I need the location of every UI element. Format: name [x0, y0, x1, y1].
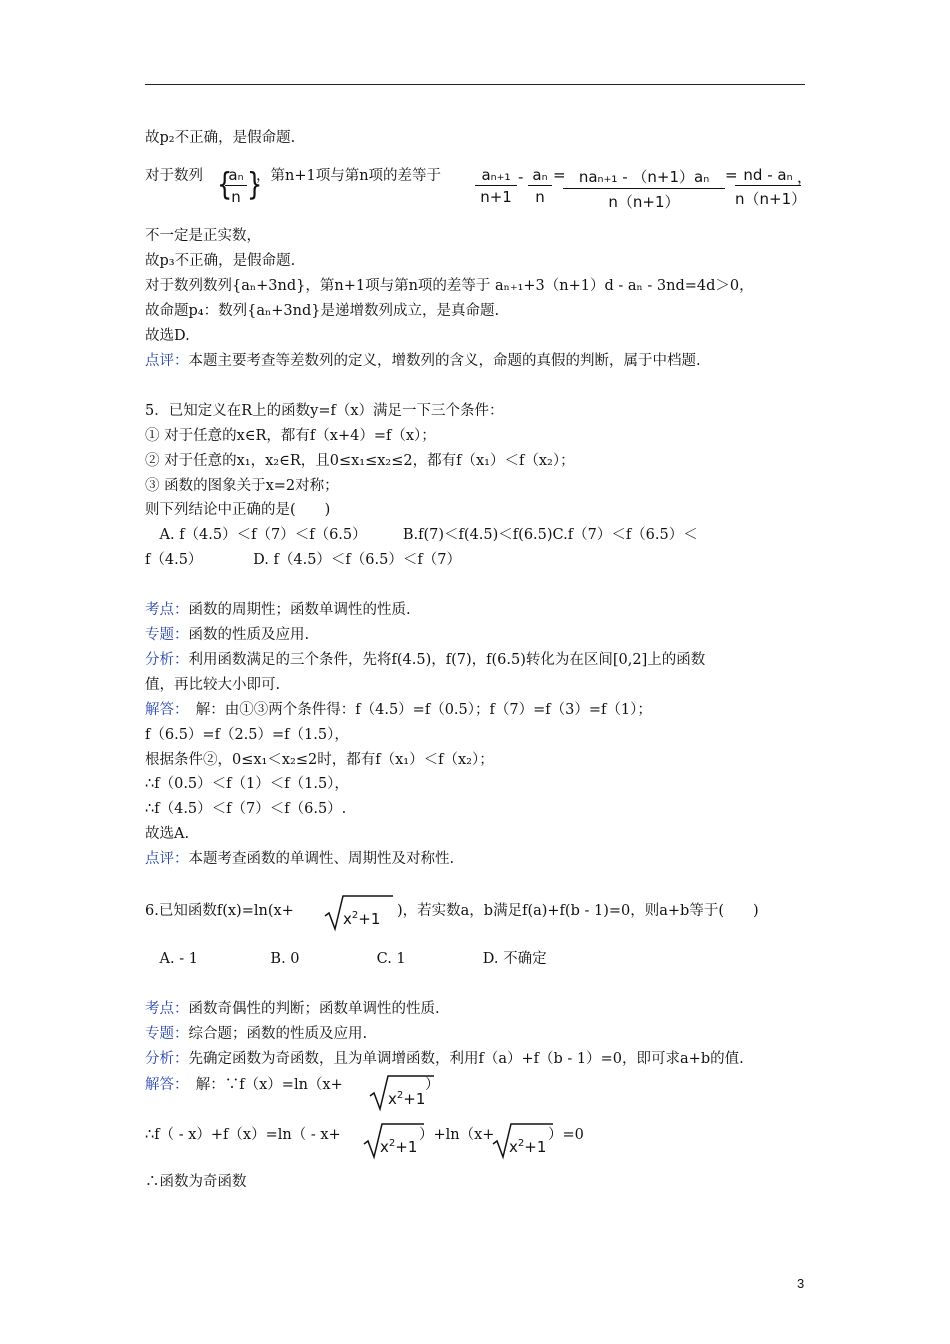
q6-fenxi	[145, 1049, 744, 1069]
fraction-denominator: n（n+1）	[735, 190, 807, 208]
q5-condition-3: ③ 函数的图象关于x=2对称；	[145, 478, 339, 494]
jieda-label: 解答：	[145, 1077, 182, 1093]
not-positive-line: 不一定是正实数，	[145, 228, 261, 244]
fenxi-label: 分析：	[145, 652, 189, 668]
q5-jieda-3: 根据条件②，0≤x₁＜x₂≤2时，都有f（x₁）＜f（x₂）；	[145, 752, 494, 768]
q6-jieda-close: ）	[425, 1077, 440, 1093]
radicand: $x^2+1$	[509, 1138, 547, 1156]
p3-conclusion: 故p₃不正确，是假命题.	[145, 253, 296, 269]
difference-fraction-2	[528, 166, 552, 206]
q6-jieda-2c: ）=0	[548, 1127, 584, 1143]
fraction-bar	[225, 185, 247, 186]
q6-kaodian	[145, 999, 440, 1019]
q6-jieda-2b: ）+ln（x+	[419, 1127, 495, 1143]
p3-intro: 对于数列	[145, 168, 203, 184]
q6-options: A. - 1 B. 0 C. 1 D. 不确定	[145, 951, 547, 967]
q5-comment	[145, 849, 454, 869]
fraction-denominator: n+1	[480, 188, 512, 206]
q6-stem-b: )，若实数a，b满足f(a)+f(b - 1)=0，则a+b等于( )	[397, 903, 759, 919]
p2-conclusion: 故p₂不正确，是假命题.	[145, 130, 296, 146]
fraction-bar	[475, 185, 517, 186]
zhuanti-label: 专题：	[145, 1026, 189, 1042]
difference-fraction-4	[735, 166, 807, 209]
header-rule	[145, 84, 805, 85]
kaodian-text: 函数奇偶性的判断；函数单调性的性质.	[188, 1001, 440, 1017]
q6-jieda-3: ∴函数为奇函数	[145, 1174, 247, 1190]
zhuanti-label: 专题：	[145, 627, 189, 643]
q5-fenxi-cont: 值，再比较大小即可.	[145, 677, 281, 693]
comment-text: 本题考查函数的单调性、周期性及对称性.	[188, 851, 455, 867]
fraction-bar	[735, 185, 801, 186]
fenxi-label: 分析：	[145, 1051, 189, 1067]
difference-fraction-3	[563, 166, 725, 212]
q5-question: 则下列结论中正确的是( )	[145, 502, 331, 518]
q4-answer: 故选D.	[145, 328, 190, 344]
q6-stem-a: 6.已知函数f(x)=ln(x+	[145, 903, 294, 919]
p3-intro-diff: ，第n+1项与第n项的差等于	[256, 168, 442, 184]
sqrt-expression	[323, 894, 393, 932]
kaodian-label: 考点：	[145, 602, 189, 618]
comment-label: 点评：	[145, 353, 189, 369]
fraction-numerator: aₙ₊₁	[481, 166, 511, 184]
sqrt-expression	[491, 1122, 553, 1160]
fraction-numerator: aₙ	[532, 166, 548, 184]
jieda-text: 解：由①③两个条件得：f（4.5）=f（0.5）；f（7）=f（3）=f（1）；	[181, 702, 652, 718]
left-brace: {	[217, 165, 233, 203]
jieda-text: 解：∵f（x）=ln（x+	[181, 1077, 343, 1093]
fraction-numerator: aₙ	[228, 166, 244, 184]
fraction-bar	[528, 185, 552, 186]
radicand: $x^2+1$	[380, 1138, 418, 1156]
equals-sign: =	[725, 166, 738, 184]
q5-jieda	[145, 700, 652, 720]
difference-fraction-1	[475, 166, 517, 206]
q5-answer: 故选A.	[145, 826, 190, 842]
q5-fenxi	[145, 650, 705, 670]
trailing-comma: ，	[797, 168, 813, 186]
radicand: $x^2+1$	[388, 1090, 426, 1108]
fraction-bar	[563, 188, 725, 189]
q6-jieda-2a: ∴f（ - x）+f（x）=ln（ - x+	[145, 1127, 341, 1143]
q5-jieda-2: f（6.5）=f（2.5）=f（1.5），	[145, 727, 349, 743]
q6-jieda	[145, 1075, 343, 1095]
q4-comment	[145, 351, 701, 371]
q5-kaodian	[145, 600, 411, 620]
page-number: 3	[797, 1276, 805, 1291]
equals-sign: =	[553, 166, 566, 184]
kaodian-label: 考点：	[145, 1001, 189, 1017]
zhuanti-text: 函数的性质及应用.	[188, 627, 310, 643]
fraction-numerator: naₙ₊₁ - （n+1）aₙ	[578, 168, 710, 186]
q5-options-row-1: A. f（4.5）＜f（7）＜f（6.5） B.f(7)＜f(4.5)＜f(6.5)C.f（7）＜f（6.5）＜	[145, 527, 698, 543]
fraction-numerator: nd - aₙ	[743, 166, 793, 184]
sequence-fraction	[225, 166, 247, 206]
q5-options-row-2: f（4.5） D. f（4.5）＜f（6.5）＜f（7）	[145, 552, 461, 568]
q5-condition-1: ① 对于任意的x∈R，都有f（x+4）=f（x）；	[145, 428, 436, 444]
comment-text: 本题主要考查等差数列的定义，增数列的含义，命题的真假的判断，属于中档题.	[188, 353, 701, 369]
q5-zhuanti	[145, 625, 309, 645]
fraction-denominator: n	[231, 188, 241, 206]
right-brace: }	[247, 165, 263, 203]
sqrt-expression	[362, 1122, 424, 1160]
kaodian-text: 函数的周期性；函数单调性的性质.	[188, 602, 411, 618]
fenxi-text: 利用函数满足的三个条件，先将f(4.5)，f(7)，f(6.5)转化为在区间[0,2]上的函数	[188, 652, 706, 668]
q5-condition-2: ② 对于任意的x₁，x₂∈R，且0≤x₁≤x₂≤2，都有f（x₁）＜f（x₂）；	[145, 453, 575, 469]
jieda-label: 解答：	[145, 702, 182, 718]
q5-jieda-4: ∴f（0.5）＜f（1）＜f（1.5），	[145, 776, 349, 792]
zhuanti-text: 综合题；函数的性质及应用.	[188, 1026, 368, 1042]
minus-sign: -	[518, 168, 524, 186]
p4-line: 对于数列数列{aₙ+3nd}，第n+1项与第n项的差等于 aₙ₊₁+3（n+1）d - aₙ - 3nd=4d＞0，	[145, 278, 754, 294]
q6-zhuanti	[145, 1024, 367, 1044]
fraction-denominator: n	[535, 188, 545, 206]
q5-stem: 5．已知定义在R上的函数y=f（x）满足一下三个条件：	[145, 403, 504, 419]
radicand: $x^2+1$	[343, 910, 381, 928]
fenxi-text: 先确定函数为奇函数，且为单调增函数，利用f（a）+f（b - 1）=0，即可求a+b的值.	[188, 1051, 744, 1067]
fraction-denominator: n（n+1）	[608, 193, 680, 211]
p4-conclusion: 故命题p₄：数列{aₙ+3nd}是递增数列成立，是真命题.	[145, 303, 500, 319]
comment-label: 点评：	[145, 851, 189, 867]
q5-jieda-5: ∴f（4.5）＜f（7）＜f（6.5）.	[145, 801, 347, 817]
